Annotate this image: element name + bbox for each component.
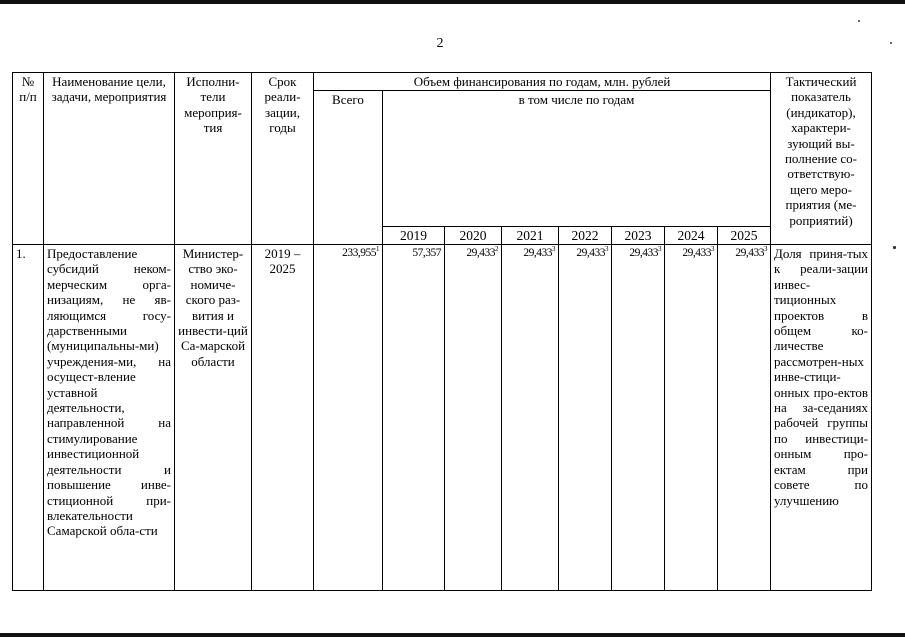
row-year-value: 29,433$^3$ <box>665 245 718 591</box>
financing-table <box>12 72 872 591</box>
table-row <box>13 245 872 591</box>
row-year-value: 57,357 <box>383 245 445 591</box>
page-number: 2 <box>436 36 444 51</box>
header-total: Всего <box>314 91 383 245</box>
header-including: в том числе по годам <box>383 91 771 226</box>
row-year-value: 29,433$^2$ <box>445 245 502 591</box>
header-year: 2021 <box>502 226 559 244</box>
top-border-line <box>0 0 905 4</box>
header-year: 2024 <box>665 226 718 244</box>
row-total: 233,955$^1$ <box>314 245 383 591</box>
scan-speck <box>890 42 892 44</box>
header-indicator: Тактический показатель (индикатор), характери-зующий вы-полнение со-ответствую-щего меро-приятия (ме-роприятий) <box>771 73 872 245</box>
row-indicator: Доля приня-тых к реали-зации инвес-тиционных проектов в общем ко-личестве рассмотрен-ных инве-стици-онных про-ектов на за-седаниях рабочей группы по инвестици-онным про-ектам при совете по улучшению <box>771 245 872 591</box>
header-funding: Объем финансирования по годам, млн. рублей <box>314 73 771 91</box>
row-num: 1. <box>13 245 44 591</box>
header-num: № п/п <box>13 73 44 245</box>
header-year: 2023 <box>612 226 665 244</box>
row-year-value: 29,433$^3$ <box>718 245 771 591</box>
row-year-value: 29,433$^3$ <box>612 245 665 591</box>
bottom-border-line <box>0 633 905 637</box>
header-term: Срок реали-зации, годы <box>252 73 314 245</box>
header-row-1 <box>13 73 872 91</box>
header-year: 2019 <box>383 226 445 244</box>
row-year-value: 29,433$^3$ <box>559 245 612 591</box>
header-year: 2020 <box>445 226 502 244</box>
row-executor: Министер-ство эко-номиче-ского раз-вития и инвести-ций Са-марской области <box>175 245 252 591</box>
scan-speck <box>858 20 860 22</box>
header-name: Наименование цели, задачи, мероприятия <box>44 73 175 245</box>
row-name: Предоставление субсидий неком-мерческим орга-низациям, не яв-ляющимся госу-дарственными (муниципальны-ми) учреждения-ми, на осущест-вление уставной деятельности, направленной на стимулирование инвестиционной деятельности и повышение инве-стиционной при-влекательности Самарской обла-сти <box>44 245 175 591</box>
header-year: 2022 <box>559 226 612 244</box>
row-term: 2019 – 2025 <box>252 245 314 591</box>
row-year-value: 29,433$^3$ <box>502 245 559 591</box>
header-executor: Исполни-тели мероприя-тия <box>175 73 252 245</box>
scan-speck <box>893 246 896 249</box>
header-year: 2025 <box>718 226 771 244</box>
